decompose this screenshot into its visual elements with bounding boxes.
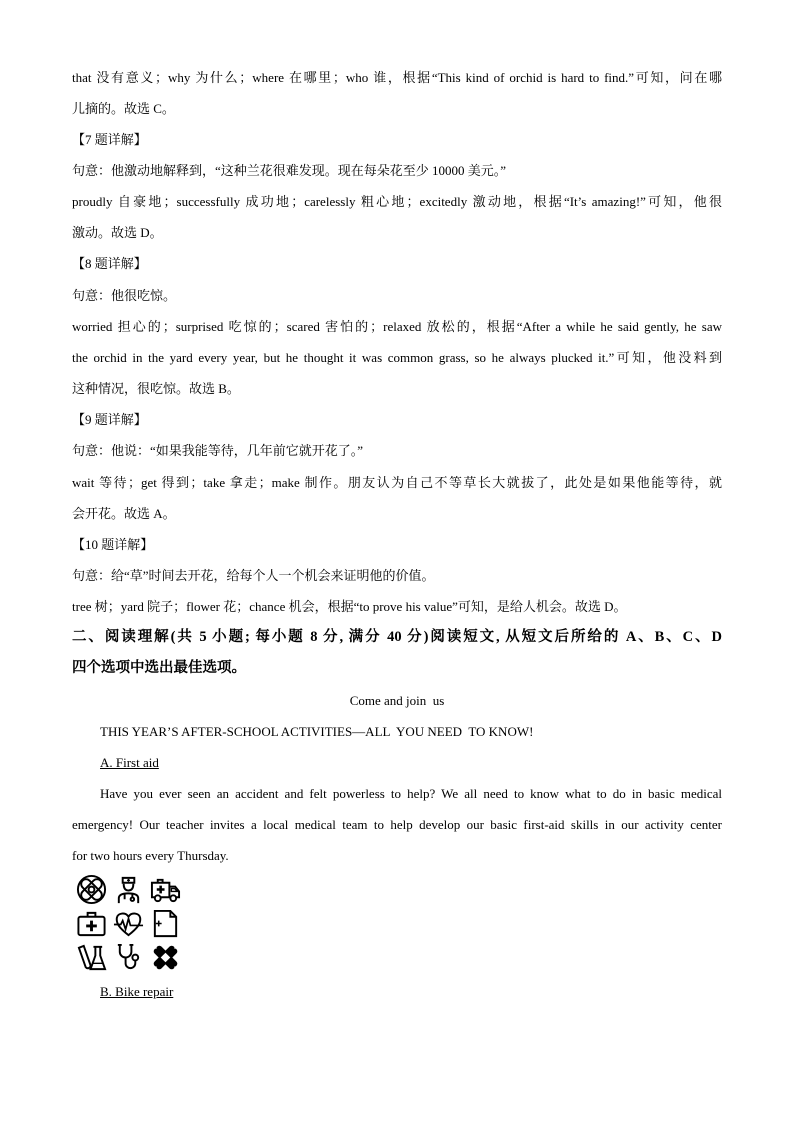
q7-heading: 【7 题详解】 [72, 131, 147, 147]
part-a-body-line-2: emergency! Our teacher invites a local medical team to help develop our basic first-aid skills in our activity center [72, 817, 722, 833]
q6-analysis-line-2: 儿摘的。故选 C。 [72, 100, 175, 116]
q6-analysis-line-1: that 没有意义；why 为什么；where 在哪里；who 谁，根据“This kind of orchid is hard to find.”可知，问在哪 [72, 69, 722, 85]
plasters-icon [150, 942, 181, 973]
q7-analysis-line-2: 激动。故选 D。 [72, 225, 163, 241]
q7-analysis-line-1: proudly 自豪地；successfully 成功地；carelessly 粗心地；excitedly 激动地，根据“It’s amazing!”可知，他很 [72, 194, 722, 210]
part-b-heading-row [72, 976, 722, 1007]
q8-analysis-line-3: 这种情况，很吃惊。故选 B。 [72, 381, 240, 397]
bandage-icon [76, 874, 107, 905]
q9-heading: 【9 题详解】 [72, 412, 147, 428]
q8-analysis-line-1: worried 担心的；surprised 吃惊的；scared 害怕的；relaxed 放松的，根据“After a while he said gently, he saw [72, 318, 722, 334]
doctor-icon [113, 874, 144, 905]
q8-meaning: 句意：他很吃惊。 [72, 287, 177, 303]
ambulance-icon [150, 874, 181, 905]
q10-meaning: 句意：给“草”时间去开花，给每个人一个机会来证明他的价值。 [72, 568, 435, 583]
q10-heading: 【10 题详解】 [72, 536, 154, 552]
first-aid-kit-icon [76, 908, 107, 939]
part-a-heading-row [72, 747, 722, 778]
part-b-heading: B. Bike repair [100, 984, 174, 1000]
q9-analysis-line-1: wait 等待；get 得到；take 拿走；make 制作。朋友认为自己不等草长大就拔了，此处是如果他能等待，就 [72, 474, 722, 490]
part-a-body-line-1: Have you ever seen an accident and felt powerless to help? We all need to know what to do in basic medical [100, 786, 722, 802]
q8-heading: 【8 题详解】 [72, 256, 147, 272]
heart-pulse-icon [113, 908, 144, 939]
passage-title: Come and join us [349, 692, 445, 708]
medical-document-icon [150, 908, 181, 939]
part-a-body-line-3: for two hours every Thursday. [72, 848, 229, 864]
part-a-heading: A. First aid [100, 754, 159, 770]
section2-title-line-2: 四个选项中选出最佳选项。 [72, 660, 246, 677]
stethoscope-icon [113, 942, 144, 973]
flask-icon [76, 942, 107, 973]
first-aid-icon-grid [72, 872, 722, 977]
document-content [72, 62, 722, 1008]
passage-subtitle: THIS YEAR’S AFTER-SCHOOL ACTIVITIES—ALL YOU NEED TO KNOW! [100, 723, 534, 739]
q10-analysis-line-1: tree 树；yard 院子；flower 花；chance 机会，根据“to prove his value”可知，是给人机会。故选 D。 [72, 599, 627, 615]
q9-analysis-line-2: 会开花。故选 A。 [72, 505, 176, 521]
q8-analysis-line-2: the orchid in the yard every year, but he thought it was common grass, so he always plucked it.”可知，他没料到 [72, 349, 722, 365]
q9-meaning: 句意：他说：“如果我能等待，几年前它就开花了。” [72, 443, 364, 459]
q7-meaning: 句意：他激动地解释到，“这种兰花很难发现。现在每朵花至少 10000 美元。” [72, 162, 507, 178]
section2-title-line-1: 二、阅读理解(共 5 小题; 每小题 8 分, 满分 40 分)阅读短文, 从短文后所给的 A、B、C、D [72, 629, 722, 646]
